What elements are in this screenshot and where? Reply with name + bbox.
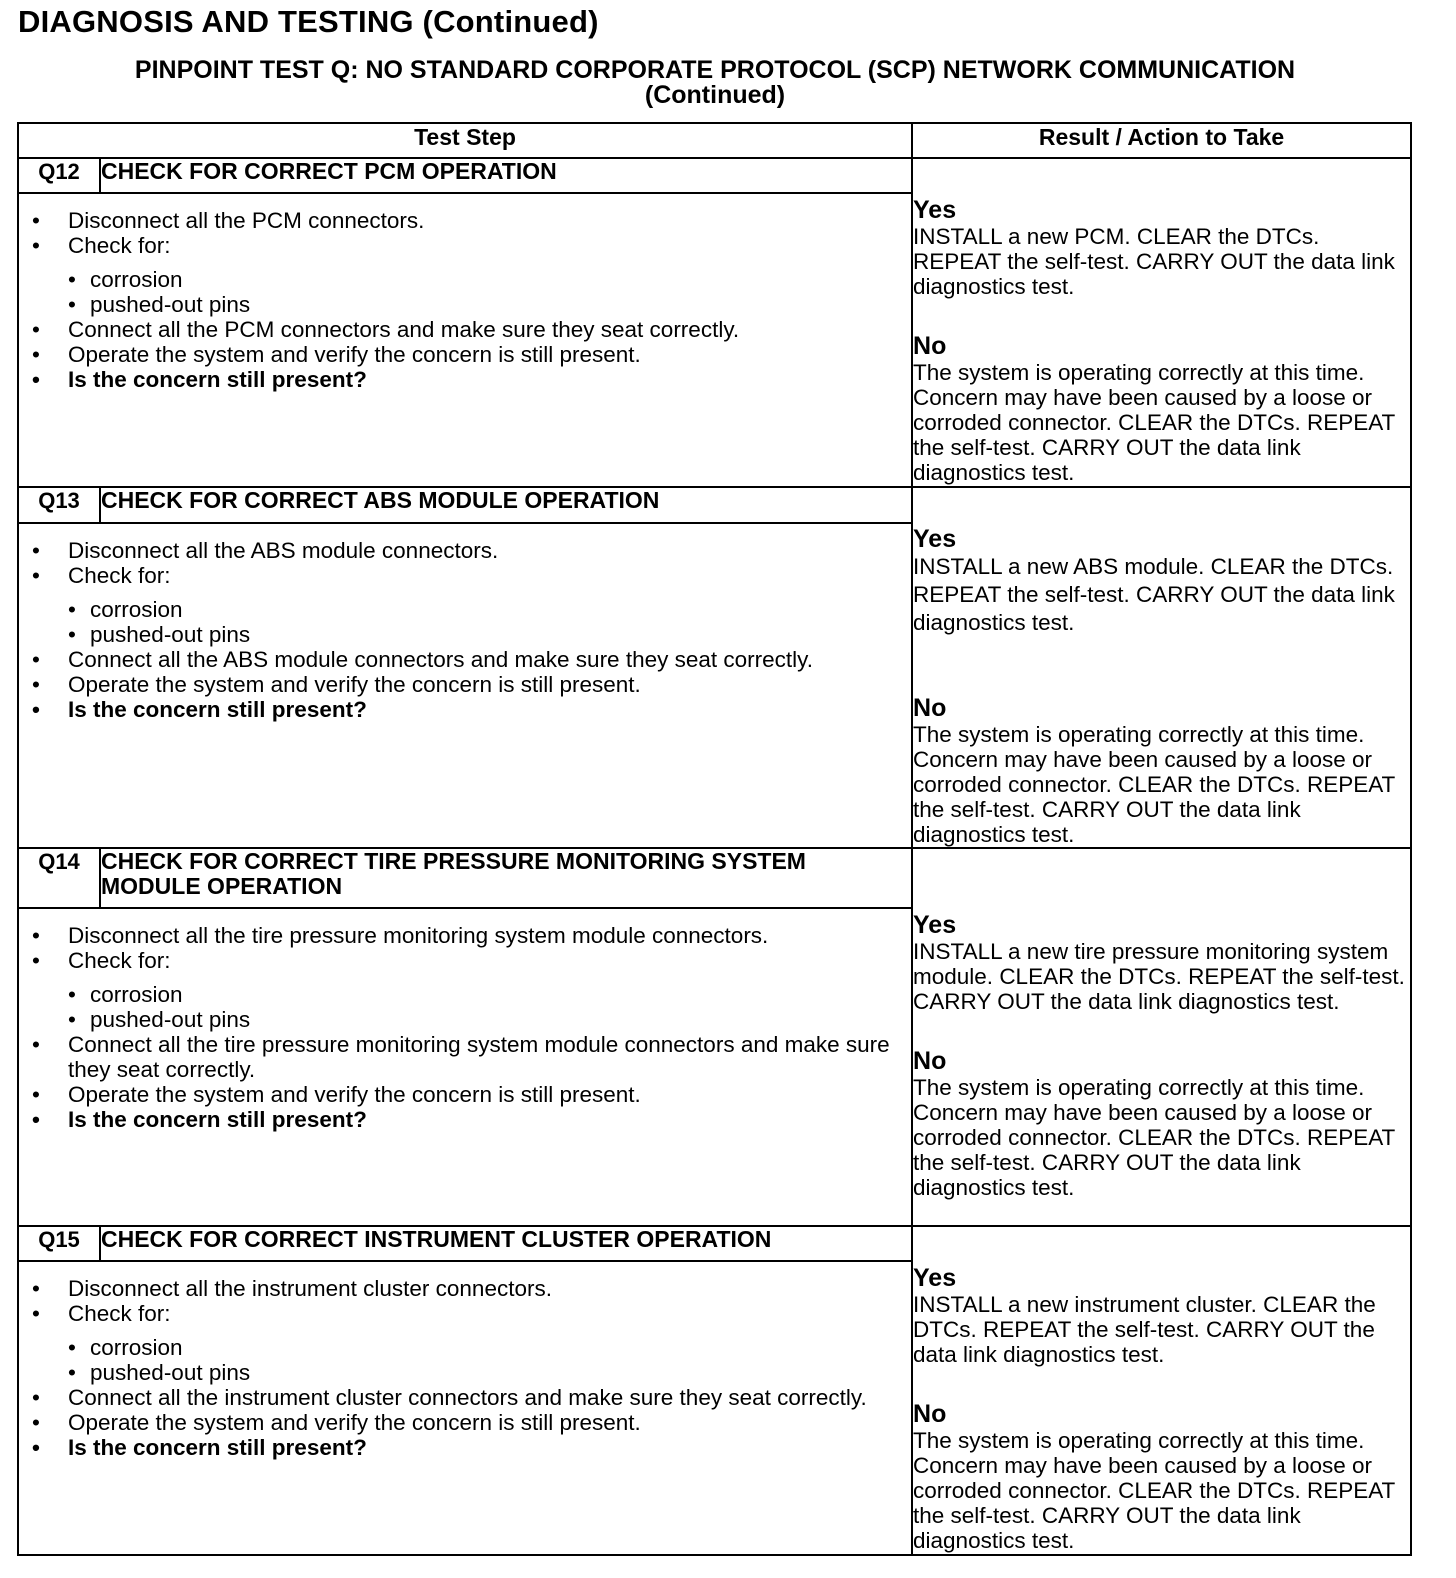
instruction-item [19,948,891,1032]
step-instructions [18,523,912,848]
pinpoint-test-title-sub: (Continued) [644,81,786,109]
yes-label: Yes [913,911,957,939]
step-title-row [18,1226,1411,1261]
step-number: Q12 [18,158,100,193]
no-action: The system is operating correctly at this time. Concern may have been caused by a loose or corroded connector. CLEAR the DTCs. REPEAT the self-test. CARRY OUT the data link diagnostics test. [913,360,1395,485]
instruction-item: • Connect all the instrument cluster connectors and make sure they seat correctly. [19,1385,891,1410]
instruction-item: • Disconnect all the ABS module connectors. [19,538,891,563]
check-subitem: • corrosion [68,982,891,1007]
test-step-q15 [18,1226,1411,1555]
step-instructions [18,193,912,487]
step-result [912,1226,1411,1555]
no-label: No [913,694,947,722]
yes-label: Yes [913,1264,957,1292]
instruction-item [19,563,891,647]
step-instructions [18,908,912,1226]
instruction-list [19,524,911,722]
step-number: Q15 [18,1226,100,1261]
page-title: DIAGNOSIS AND TESTING (Continued) [18,4,599,39]
yes-action: INSTALL a new instrument cluster. CLEAR the DTCs. REPEAT the self-test. CARRY OUT the data link diagnostics test. [913,1292,1376,1367]
instruction-question: • Is the concern still present? [19,367,891,392]
instruction-item [19,1301,891,1385]
yes-action: INSTALL a new PCM. CLEAR the DTCs. REPEAT the self-test. CARRY OUT the data link diagnostics test. [913,224,1395,299]
instruction-item: • Operate the system and verify the concern is still present. [19,672,891,697]
no-action: The system is operating correctly at this time. Concern may have been caused by a loose or corroded connector. CLEAR the DTCs. REPEAT the self-test. CARRY OUT the data link diagnostics test. [913,722,1395,847]
yes-label: Yes [913,196,957,224]
instruction-list [19,1262,911,1460]
step-title-row [18,158,1411,193]
pinpoint-test-title [0,58,1430,108]
check-sublist [68,267,891,317]
instruction-item: • Operate the system and verify the concern is still present. [19,342,891,367]
instruction-question: • Is the concern still present? [19,697,891,722]
instruction-item: • Operate the system and verify the concern is still present. [19,1082,891,1107]
no-label: No [913,1400,947,1428]
instruction-item: • Disconnect all the tire pressure monitoring system module connectors. [19,923,891,948]
instruction-list [19,194,911,392]
step-title: CHECK FOR CORRECT ABS MODULE OPERATION [100,487,912,523]
check-subitem: • corrosion [68,267,891,292]
check-subitem: • pushed-out pins [68,622,891,647]
step-title-row [18,848,1411,908]
check-subitem: • corrosion [68,597,891,622]
instruction-text: Check for: [68,948,171,973]
check-subitem: • pushed-out pins [68,1360,891,1385]
step-number: Q14 [18,848,100,908]
instruction-item: • Connect all the PCM connectors and make sure they seat correctly. [19,317,891,342]
step-title-row [18,487,1411,523]
no-label: No [913,1047,947,1075]
check-sublist [68,597,891,647]
test-step-q12 [18,158,1411,487]
table-header-row [18,123,1411,158]
check-sublist [68,982,891,1032]
check-sublist [68,1335,891,1385]
instruction-item: • Operate the system and verify the concern is still present. [19,1410,891,1435]
step-instructions [18,1261,912,1555]
no-label: No [913,332,947,360]
step-number: Q13 [18,487,100,523]
step-title: CHECK FOR CORRECT TIRE PRESSURE MONITORING SYSTEM MODULE OPERATION [100,848,912,908]
instruction-text: Check for: [68,562,171,588]
test-step-q13 [18,487,1411,848]
instruction-item: • Connect all the tire pressure monitoring system module connectors and make sure they seat correctly. [19,1032,891,1082]
instruction-list [19,909,911,1132]
col-header-result: Result / Action to Take [912,123,1411,158]
step-title: CHECK FOR CORRECT PCM OPERATION [100,158,912,193]
test-step-q14 [18,848,1411,1226]
instruction-item: • Disconnect all the instrument cluster connectors. [19,1276,891,1301]
instruction-item: • Connect all the ABS module connectors and make sure they seat correctly. [19,647,891,672]
pinpoint-test-title-main: PINPOINT TEST Q: NO STANDARD CORPORATE PROTOCOL (SCP) NETWORK COMMUNICATION [134,56,1296,84]
no-action: The system is operating correctly at this time. Concern may have been caused by a loose or corroded connector. CLEAR the DTCs. REPEAT the self-test. CARRY OUT the data link diagnostics test. [913,1428,1395,1553]
instruction-question: • Is the concern still present? [19,1435,891,1460]
check-subitem: • corrosion [68,1335,891,1360]
step-result [912,487,1411,848]
col-header-test-step: Test Step [18,123,912,158]
step-title: CHECK FOR CORRECT INSTRUMENT CLUSTER OPERATION [100,1226,912,1261]
yes-action: INSTALL a new tire pressure monitoring system module. CLEAR the DTCs. REPEAT the self-test. CARRY OUT the data link diagnostics test. [913,939,1405,1014]
no-action: The system is operating correctly at this time. Concern may have been caused by a loose or corroded connector. CLEAR the DTCs. REPEAT the self-test. CARRY OUT the data link diagnostics test. [913,1075,1395,1200]
instruction-text: Check for: [68,1301,171,1326]
step-result [912,158,1411,487]
instruction-question: • Is the concern still present? [19,1107,891,1132]
check-subitem: • pushed-out pins [68,292,891,317]
instruction-text: Check for: [68,233,171,258]
instruction-item [19,233,891,317]
check-subitem: • pushed-out pins [68,1007,891,1032]
yes-label: Yes [913,525,957,553]
yes-action: INSTALL a new ABS module. CLEAR the DTCs. REPEAT the self-test. CARRY OUT the data link diagnostics test. [913,554,1395,635]
pinpoint-test-table [17,122,1412,1556]
instruction-item: • Disconnect all the PCM connectors. [19,208,891,233]
step-result [912,848,1411,1226]
